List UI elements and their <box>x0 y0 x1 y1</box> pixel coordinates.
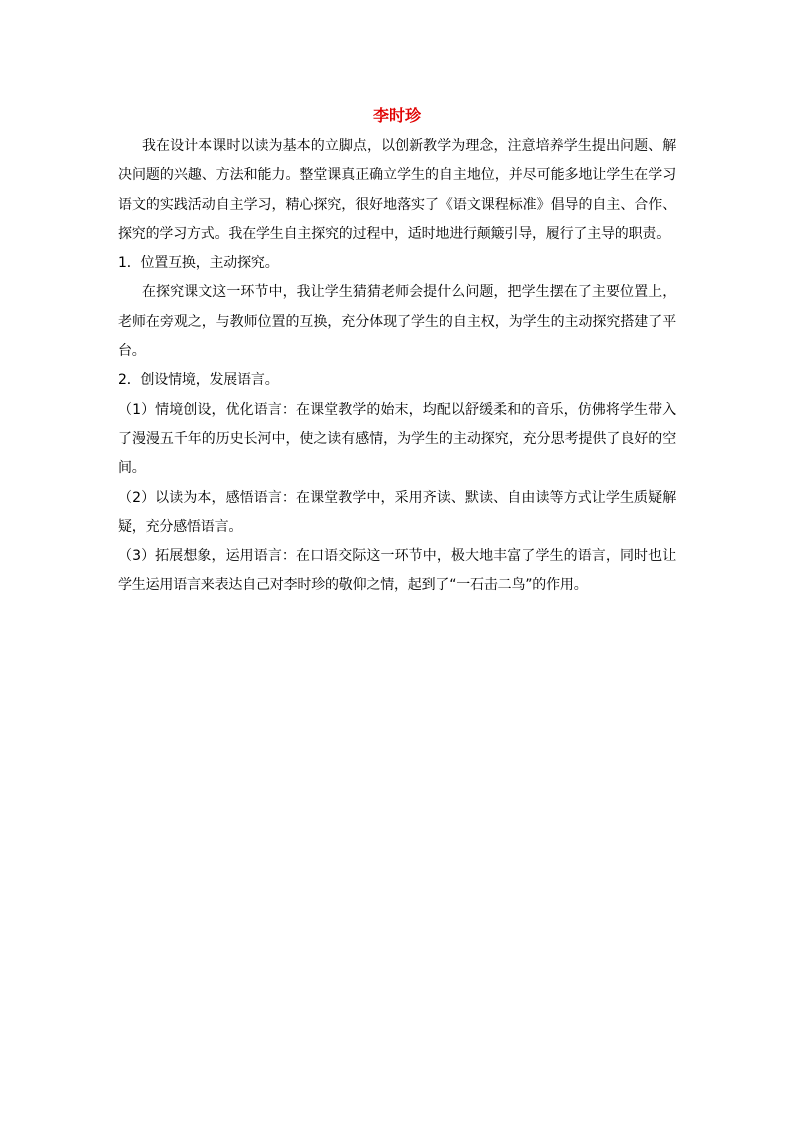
sub-point-3: （3）拓展想象，运用语言：在口语交际这一环节中，极大地丰富了学生的语言，同时也让学生运用语言来表达自己对李时珍的敬仰之情，起到了“一石击二鸟”的作用。 <box>118 548 676 594</box>
sub-point-2: （2）以读为本，感悟语言：在课堂教学中，采用齐读、默读、自由读等方式让学生质疑解疑，充分感悟语言。 <box>118 489 676 535</box>
intro-paragraph: 我在设计本课时以读为基本的立脚点，以创新教学为理念，注意培养学生提出问题、解决问题的兴趣、方法和能力。整堂课真正确立学生的自主地位，并尽可能多地让学生在学习语文的实践活动自主学习，精心探究，很好地落实了《语文课程标准》倡导的自主、合作、探究的学习方式。我在学生自主探究的过程中，适时地进行颠簸引导，履行了主导的职责。 <box>118 138 676 242</box>
section-heading-1: 1．位置互换，主动探究。 <box>118 255 279 272</box>
section-1-paragraph: 在探究课文这一环节中，我让学生猜猜老师会提什么问题，把学生摆在了主要位置上，老师在旁观之，与教师位置的互换，充分体现了学生的自主权，为学生的主动探究搭建了平台。 <box>118 284 676 360</box>
sub-point-1: （1）情境创设，优化语言：在课堂教学的始末，均配以舒缓柔和的音乐，仿佛将学生带入了漫漫五千年的历史长河中，使之读有感情，为学生的主动探究，充分思考提供了良好的空间。 <box>118 401 676 477</box>
document-title: 李时珍 <box>372 106 421 125</box>
document-body <box>118 104 676 601</box>
section-heading-2: 2．创设情境，发展语言。 <box>118 372 279 389</box>
